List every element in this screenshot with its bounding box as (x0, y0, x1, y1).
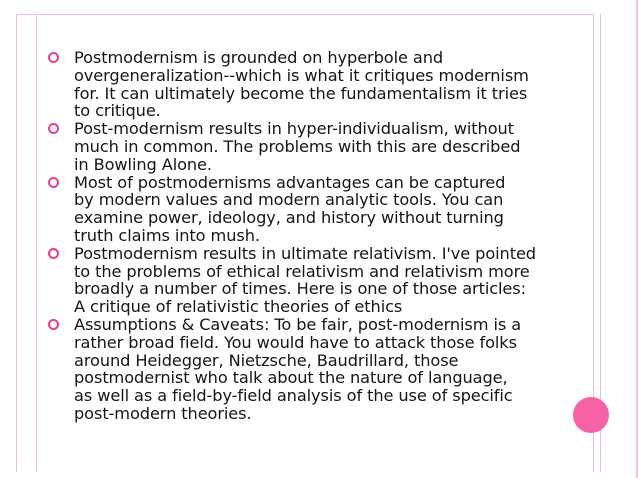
bullet-circle-icon (48, 248, 59, 259)
bullet-text: Most of postmodernisms advantages can be captured by modern values and modern analytic tools. You can examine power, ideology, and history without turning truth claims into mush. (74, 172, 506, 245)
bullet-circle-icon (48, 52, 59, 63)
bullet-circle-icon (48, 177, 59, 188)
bullet-item (48, 245, 568, 316)
bullet-text: Postmodernism results in ultimate relativism. I've pointed to the problems of ethical relativism and relativism more broadly a number of times. Here is one of those articles: A critique of relativistic theories of ethics (74, 243, 536, 317)
bullet-item (48, 120, 568, 173)
bullet-item (48, 174, 568, 245)
bullet-circle-icon (48, 319, 59, 330)
bullet-list (48, 49, 568, 423)
bullet-text: Post-modernism results in hyper-individualism, without much in common. The problems with this are described in Bowling Alone. (74, 119, 521, 174)
frame-rule-left (36, 14, 37, 472)
accent-circle (573, 397, 609, 433)
bullet-item (48, 49, 568, 120)
bullet-text: Postmodernism is grounded on hyperbole and overgeneralization--which is what it critiques modernism for. It can ultimately become the fundamentalism it tries to critique. (74, 48, 529, 121)
bullet-item (48, 316, 568, 423)
bullet-text: Assumptions & Caveats: To be fair, post-modernism is a rather broad field. You would have to attack those folks around Heidegger, Nietzsche, Baudrillard, those postmodernist who talk about the nature of language, as well as a field-by-field analysis of the use of specific post-modern theories. (74, 314, 522, 423)
bullet-circle-icon (48, 123, 59, 134)
